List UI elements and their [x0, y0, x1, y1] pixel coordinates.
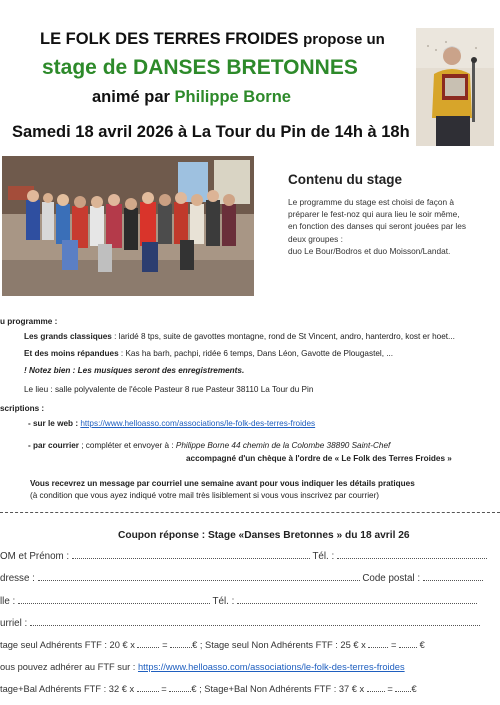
helloasso-link[interactable]: https://www.helloasso.com/associations/le-folk-des-terres-froides: [80, 419, 316, 428]
dance-group-photo: [2, 156, 254, 296]
tel-field[interactable]: [337, 551, 487, 559]
courriel-label: urriel :: [0, 618, 28, 629]
courriel-field[interactable]: [30, 618, 480, 626]
bal-non-adherents-qty[interactable]: [367, 684, 385, 692]
adresse-field[interactable]: [38, 573, 360, 581]
courrier-label: - par courrier: [28, 441, 79, 450]
teacher-name: Philippe Borne: [174, 88, 291, 106]
ville-label: lle :: [0, 596, 16, 607]
inscriptions-heading: scriptions :: [0, 404, 45, 413]
nom-label: OM et Prénom :: [0, 551, 70, 562]
message-line: Vous recevrez un message par courriel une semaine avant pour vous indiquer les détails pratiques: [30, 479, 415, 488]
equals-sign: =: [162, 640, 168, 650]
coupon-bal-row: [0, 684, 417, 694]
euro-sign: €: [411, 684, 417, 694]
note-text: Les musiques seront des enregistrements.: [75, 366, 245, 375]
contenu-line: Le programme du stage est choisi de façon à: [288, 197, 455, 207]
coupon-adherer-row: [0, 662, 405, 672]
stage-non-adherents-qty[interactable]: [368, 640, 388, 648]
org-title: [40, 30, 385, 49]
note-label: ! Notez bien :: [24, 366, 76, 375]
anime-par-text: animé par: [92, 88, 170, 106]
programme-lieu: Le lieu : salle polyvalente de l'école Pasteur 8 rue Pasteur 38110 La Tour du Pin: [24, 385, 314, 394]
adherer-text: ous pouvez adhérer au FTF sur :: [0, 662, 138, 672]
propose-text: propose un: [303, 31, 385, 48]
coupon-email-row: [0, 618, 480, 629]
euro-sign: €: [192, 640, 198, 650]
inscription-web: [28, 418, 315, 429]
contenu-line: préparer le fest-noz qui aura lieu le soir même,: [288, 209, 460, 220]
programme-classiques: [24, 331, 455, 342]
condition-line: (à condition que vous ayez indiqué votre mail très lisiblement si vous vous inscrivez par courrier): [30, 491, 380, 500]
bal-adherents-label: tage+Bal Adhérents FTF : 32 € x: [0, 684, 135, 694]
moins-label: Et des moins répandues: [24, 349, 119, 358]
stage-adherents-total[interactable]: [170, 640, 192, 648]
accompagne-text: accompagné d'un chèque à l'ordre de « Le Folk des Terres Froides »: [186, 454, 452, 463]
adresse-label: dresse :: [0, 573, 35, 584]
moins-text: : Kas ha barh, pachpi, ridée 6 temps, Dans Léon, Gavotte de Plougastel, ...: [118, 349, 394, 358]
coupon-title: Coupon réponse : Stage «Danses Bretonnes » du 18 avril 26: [118, 530, 410, 541]
coupon-city-row: [0, 596, 477, 607]
contenu-line: deux groupes :: [288, 233, 343, 244]
stage-non-adherents-label: ; Stage seul Non Adhérents FTF : 25 € x: [199, 640, 366, 650]
ville-field[interactable]: [18, 596, 210, 604]
org-name: LE FOLK DES TERRES FROIDES: [40, 30, 299, 48]
inscription-courrier: [28, 440, 390, 451]
tel-label: Tél. :: [312, 551, 335, 562]
bal-adherents-qty[interactable]: [137, 684, 159, 692]
coupon-name-row: [0, 551, 487, 562]
nom-field[interactable]: [72, 551, 310, 559]
coupon-address-row: [0, 573, 483, 584]
equals-sign: =: [387, 684, 393, 694]
euro-sign: €: [419, 640, 425, 650]
classiques-text: : laridé 8 tps, suite de gavottes montagne, rond de St Vincent, andro, hanterdro, kost er hoet...: [111, 332, 455, 341]
stage-adherents-label: tage seul Adhérents FTF : 20 € x: [0, 640, 135, 650]
web-label: - sur le web :: [28, 419, 81, 428]
classiques-label: Les grands classiques: [24, 332, 112, 341]
contenu-title: Contenu du stage: [288, 172, 402, 187]
tel2-label: Tél. :: [212, 596, 235, 607]
musician-photo: [416, 28, 494, 146]
stage-non-adherents-total[interactable]: [399, 640, 417, 648]
bal-non-adherents-total[interactable]: [395, 684, 411, 692]
contenu-line: en fonction des danses qui seront jouées par les: [288, 221, 467, 232]
equals-sign: =: [161, 684, 167, 694]
contenu-text: [288, 196, 494, 257]
bal-adherents-total[interactable]: [169, 684, 191, 692]
programme-heading: u programme :: [0, 317, 58, 326]
tel2-field[interactable]: [237, 596, 477, 604]
coupon-stage-row: [0, 640, 425, 650]
adherer-link[interactable]: https://www.helloasso.com/associations/le-folk-des-terres-froides: [137, 662, 405, 672]
euro-sign: €: [191, 684, 197, 694]
stage-adherents-qty[interactable]: [137, 640, 159, 648]
date-line: Samedi 18 avril 2026 à La Tour du Pin de 14h à 18h: [12, 123, 410, 141]
stage-title: stage de DANSES BRETONNES: [42, 56, 358, 79]
coupon-cut-line: [0, 512, 500, 513]
programme-moins: [24, 348, 393, 359]
equals-sign: =: [390, 640, 397, 650]
teacher-line: [92, 88, 291, 107]
programme-note: [24, 365, 244, 376]
courrier-address: Philippe Borne 44 chemin de la Colombe 38890 Saint-Chef: [175, 441, 391, 450]
code-postal-field[interactable]: [423, 573, 483, 581]
code-postal-label: Code postal :: [362, 573, 421, 584]
bal-non-adherents-label: ; Stage+Bal Non Adhérents FTF : 37 € x: [199, 684, 365, 694]
courrier-text: ; compléter et envoyer à :: [78, 441, 176, 450]
contenu-line: duo Le Bour/Bodros et duo Moisson/Landat.: [288, 245, 451, 256]
